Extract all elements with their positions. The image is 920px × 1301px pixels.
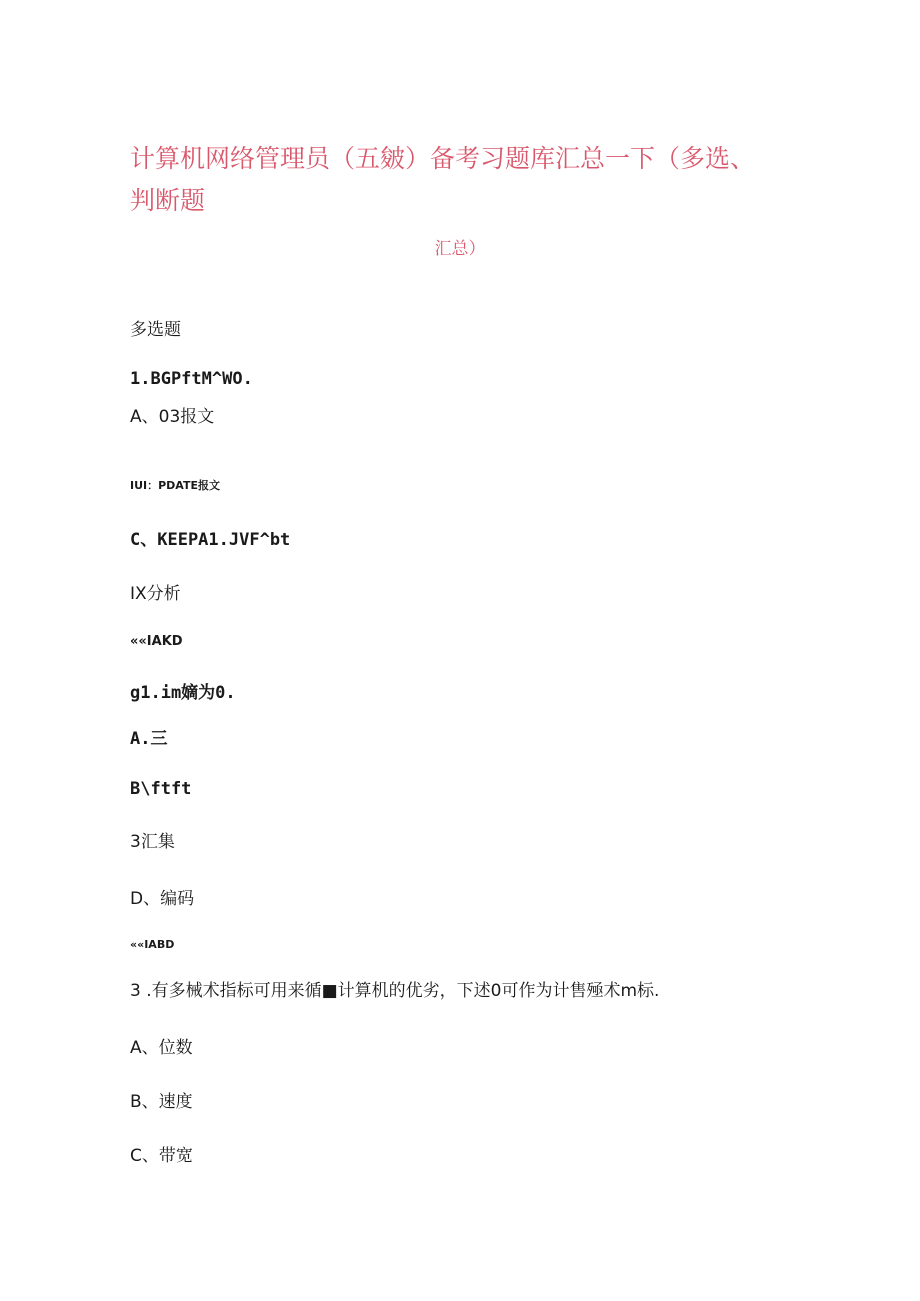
question-2: g1.im嫡为0. (130, 683, 236, 703)
option-2b: B\ftft (130, 779, 192, 799)
answer-1: ««IAKD (130, 634, 183, 649)
option-2c: 3汇集 (130, 832, 175, 852)
document-title: 计算机网络管理员（五皴）备考习题库汇总一下（多选、判断题 (130, 144, 756, 215)
option-2a: A.三 (130, 729, 168, 749)
question-1: 1.BGPftM^WO. (130, 369, 253, 389)
question-3: 3 .有多械术指标可用来循■计算机的优劣，下述0可作为计售殛术m标. (130, 981, 660, 1001)
option-3c: C、带宽 (130, 1146, 193, 1166)
section-heading: 多选题 (130, 320, 181, 340)
option-1b-text: IUI：PDATE报文 (130, 479, 220, 492)
answer-2: ««IABD (130, 938, 175, 951)
option-1c: C、KEEPA1.JVF^bt (130, 530, 291, 550)
document-subtitle: 汇总） (434, 239, 486, 259)
option-1d: IX分析 (130, 584, 181, 604)
option-2d: D、编码 (130, 889, 195, 909)
option-1b (130, 473, 220, 497)
option-3b: B、速度 (130, 1092, 193, 1112)
option-1a: A、03报文 (130, 407, 215, 427)
option-3a: A、位数 (130, 1038, 193, 1058)
